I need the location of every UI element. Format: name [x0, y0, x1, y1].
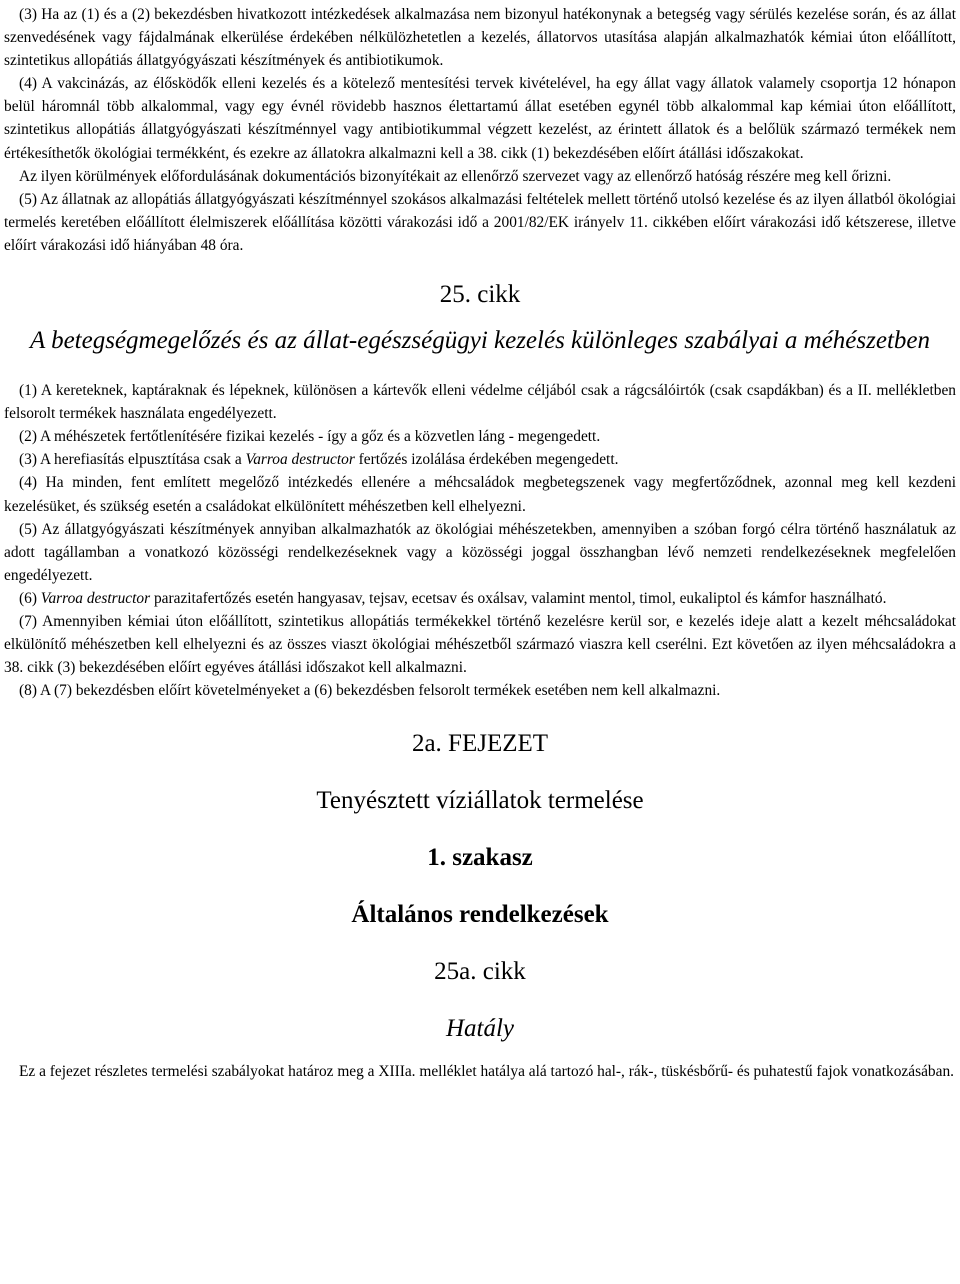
article-25-paragraph-5: (5) Az állatgyógyászati készítmények annyiban alkalmazhatók az ökológiai méhészetekben, amennyiben a szóban forgó célra történő használatuk az adott tagállamban a vonatkozó közösségi rendelkezéseknek vagy a közösségi joggal összhangban lévő nemzeti rendelkezéseknek megfelelően engedélyezett.	[4, 520, 956, 584]
article-25a-number: 25a. cikk	[434, 958, 526, 986]
paragraph-3: (3) Ha az (1) és a (2) bekezdésben hivatkozott intézkedések alkalmazása nem bizonyul hatékonynak a betegség vagy sérülés kezelése során, és az állat szenvedésének vagy fájdalmának elkerülése érdekében nélkülözhetetlen a kezelés, állatorvos utasítása alapján alkalmazhatók kémiai úton előállított, szintetikus allopátiás állatgyógyászati készítmények és antibiotikumok.	[4, 6, 956, 70]
chapter-number: 2a. FEJEZET	[411, 730, 549, 758]
paragraph-4: (4) A vakcinázás, az élősködők elleni kezelés és a kötelező mentesítési tervek kivételével, ha egy állat vagy állatok valamely csoportja 12 hónapon belül háromnál több alkalommal, vagy egy évnél rövidebb hasznos élettartamú állat esetében egynél több alkalommal kap kémiai úton előállított, szintetikus allopátiás állatgyógyászati készítménnyel vagy antibiotikummal végzett kezelést, az érintett állatok és a belőlük származó termékek nem értékesíthetők ökológiai termékként, és ezekre az állatokra alkalmazni kell a 38. cikk (1) bekezdésében előírt átállási időszakokat.	[4, 75, 956, 162]
article-25-paragraph-4: (4) Ha minden, fent említett megelőző intézkedés ellenére a méhcsaládok megbetegszenek vagy megfertőződnek, azonnal meg kell kezdeni kezelésüket, és szükség esetén a családokat elkülönített méhészetben kell elhelyezni.	[4, 474, 956, 515]
paragraph-4-note: Az ilyen körülmények előfordulásának dokumentációs bizonyítékait az ellenőrző szervezet vagy az ellenőrző hatóság részére meg kell őrizni.	[19, 167, 892, 185]
section-title: Általános rendelkezések	[351, 901, 609, 929]
species-name: Varroa destructor	[245, 451, 355, 469]
chapter-title: Tenyésztett víziállatok termelése	[316, 787, 644, 815]
article-25a-title: Hatály	[445, 1015, 515, 1043]
species-name: Varroa destructor	[40, 589, 151, 607]
article-25-paragraph-3: (3) A herefiasítás elpusztítása csak a Varroa destructor fertőzés izolálása érdekében megengedett.	[19, 451, 619, 469]
article-25-paragraph-2: (2) A méhészetek fertőtlenítésére fizikai kezelés - így a gőz és a közvetlen láng - megengedett.	[19, 428, 601, 446]
paragraph-5: (5) Az állatnak az allopátiás állatgyógyászati készítménnyel szokásos alkalmazási feltételek mellett történő utolsó kezelése és az ilyen állatból ökológiai termelés keretében előállított élelmiszerek előállítása közötti várakozási idő a 2001/82/EK irányelv 11. cikkében előírt várakozási idő kétszerese, illetve előírt várakozási idő hiányában 48 óra.	[4, 190, 956, 254]
article-25-paragraph-6: (6) Varroa destructor parazitafertőzés esetén hangyasav, tejsav, ecetsav és oxálsav, valamint mentol, timol, eukaliptol és kámfor használható.	[19, 589, 887, 607]
article-25-paragraph-8: (8) A (7) bekezdésben előírt követelményeket a (6) bekezdésben felsorolt termékek esetében nem kell alkalmazni.	[19, 682, 721, 700]
article-25a-text: Ez a fejezet részletes termelési szabályokat határoz meg a XIIIa. melléklet hatálya alá tartozó hal-, rák-, tüskésbőrű- és puhatestű fajok vonatkozásában.	[19, 1063, 954, 1081]
article-25-paragraph-7: (7) Amennyiben kémiai úton előállított, szintetikus allopátiás termékekkel történő kezelésre kerül sor, e kezelés ideje alatt a kezelt méhcsaládokat elkülönítő méhészetben kell elhelyezni és az összes viaszt ökológiai méhészetből származó viaszra kell cserélni. Ezt követően az ilyen méhcsaládokra a 38. cikk (3) bekezdésében előírt egyéves átállási időszakot kell alkalmazni.	[4, 612, 956, 677]
article-25-paragraph-1: (1) A kereteknek, kaptáraknak és lépeknek, különösen a kártevők elleni védelme céljából csak a rágcsálóirtók (csak csapdákban) és a II. mellékletben felsorolt termékek használata engedélyezett.	[4, 382, 956, 423]
article-25-title: A betegségmegelőzés és az állat-egészségügyi kezelés különleges szabályai a méhészetben	[30, 327, 930, 355]
article-25-number: 25. cikk	[439, 281, 521, 309]
section-number: 1. szakasz	[427, 844, 533, 872]
